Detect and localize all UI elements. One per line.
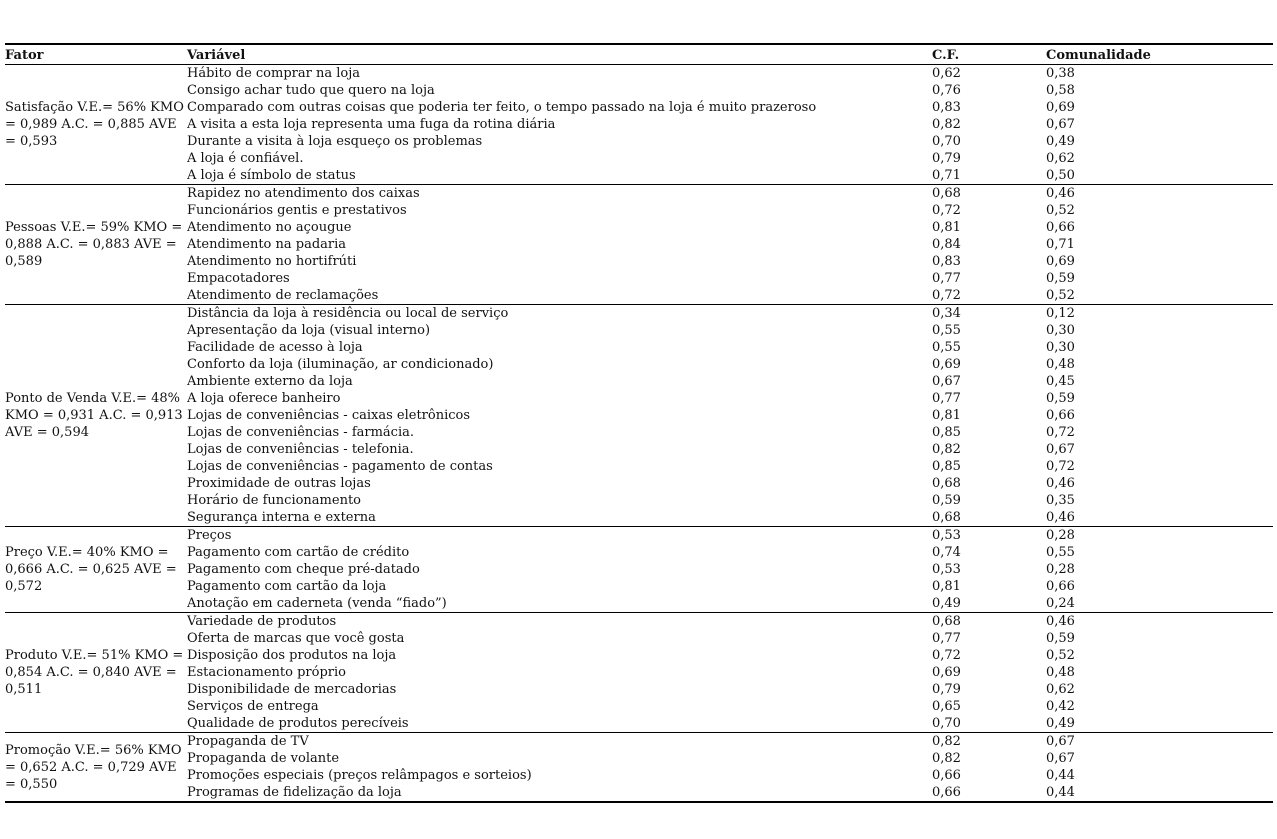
- cf-cell: 0,69: [932, 357, 961, 372]
- variable-cell: Rapidez no atendimento dos caixas: [187, 186, 420, 201]
- communality-cell: 0,49: [1046, 134, 1075, 149]
- variable-cell: Empacotadores: [187, 271, 290, 286]
- header-row: [5, 44, 1273, 65]
- cf-cell: 0,82: [932, 442, 961, 457]
- communality-cell: 0,30: [1046, 323, 1075, 338]
- table-row: [5, 322, 1273, 339]
- cf-cell: 0,68: [932, 510, 961, 525]
- communality-cell: 0,44: [1046, 785, 1075, 800]
- communality-cell: 0,46: [1046, 186, 1075, 201]
- communality-cell: 0,72: [1046, 425, 1075, 440]
- table-row: [5, 767, 1273, 784]
- cf-cell: 0,82: [932, 734, 961, 749]
- variable-cell: Oferta de marcas que você gosta: [187, 631, 405, 646]
- table-row: [5, 492, 1273, 509]
- cf-cell: 0,72: [932, 288, 961, 303]
- cf-cell: 0,82: [932, 117, 961, 132]
- communality-cell: 0,58: [1046, 83, 1075, 98]
- table-row: [5, 733, 1273, 751]
- communality-cell: 0,66: [1046, 579, 1075, 594]
- communality-cell: 0,67: [1046, 734, 1075, 749]
- cf-cell: 0,68: [932, 476, 961, 491]
- table-row: [5, 185, 1273, 203]
- communality-cell: 0,45: [1046, 374, 1075, 389]
- table-row: [5, 356, 1273, 373]
- cf-cell: 0,69: [932, 665, 961, 680]
- factor-group: [5, 65, 1273, 185]
- table-row: [5, 82, 1273, 99]
- communality-cell: 0,44: [1046, 768, 1075, 783]
- variable-cell: Pagamento com cheque pré-datado: [187, 562, 420, 577]
- cf-cell: 0,76: [932, 83, 961, 98]
- table-row: [5, 253, 1273, 270]
- variable-cell: Atendimento na padaria: [187, 237, 347, 252]
- table-row: [5, 561, 1273, 578]
- variable-cell: Segurança interna e externa: [187, 510, 376, 525]
- variable-cell: Estacionamento próprio: [187, 665, 346, 680]
- table-row: [5, 270, 1273, 287]
- factor-cell: Promoção V.E.= 56% KMO = 0,652 A.C. = 0,729 AVE = 0,550: [5, 742, 182, 792]
- communality-cell: 0,59: [1046, 271, 1075, 286]
- cf-cell: 0,82: [932, 751, 961, 766]
- variable-cell: Funcionários gentis e prestativos: [187, 203, 407, 218]
- table-row: [5, 99, 1273, 116]
- variable-cell: Qualidade de produtos perecíveis: [187, 716, 409, 731]
- communality-cell: 0,46: [1046, 614, 1075, 629]
- cf-cell: 0,62: [932, 66, 961, 81]
- communality-cell: 0,38: [1046, 66, 1075, 81]
- communality-cell: 0,66: [1046, 220, 1075, 235]
- variable-cell: Facilidade de acesso à loja: [187, 340, 363, 355]
- variable-cell: Lojas de conveniências - caixas eletrônicos: [187, 408, 471, 423]
- factor-cell: Ponto de Venda V.E.= 48% KMO = 0,931 A.C. = 0,913 AVE = 0,594: [5, 391, 183, 440]
- variable-cell: Disponibilidade de mercadorias: [187, 682, 397, 697]
- factor-group: [5, 185, 1273, 305]
- factor-group: [5, 527, 1273, 613]
- table-row: [5, 544, 1273, 561]
- factor-analysis-table: [5, 43, 1273, 803]
- communality-cell: 0,35: [1046, 493, 1075, 508]
- communality-cell: 0,55: [1046, 545, 1075, 560]
- variable-cell: Lojas de conveniências - telefonia.: [187, 442, 414, 457]
- cf-cell: 0,77: [932, 631, 961, 646]
- communality-cell: 0,48: [1046, 665, 1075, 680]
- factor-cell: Produto V.E.= 51% KMO = 0,854 A.C. = 0,840 AVE = 0,511: [5, 648, 184, 697]
- table-row: [5, 133, 1273, 150]
- cf-cell: 0,85: [932, 425, 961, 440]
- cf-cell: 0,77: [932, 271, 961, 286]
- header-variable: Variável: [187, 48, 246, 63]
- cf-cell: 0,84: [932, 237, 961, 252]
- table-row: [5, 407, 1273, 424]
- table-header: [5, 44, 1273, 65]
- communality-cell: 0,46: [1046, 510, 1075, 525]
- factor-cell: Preço V.E.= 40% KMO = 0,666 A.C. = 0,625 AVE = 0,572: [5, 545, 177, 594]
- variable-cell: Ambiente externo da loja: [187, 374, 353, 389]
- variable-cell: Pagamento com cartão da loja: [187, 579, 387, 594]
- communality-cell: 0,30: [1046, 340, 1075, 355]
- table-row: [5, 150, 1273, 167]
- variable-cell: A visita a esta loja representa uma fuga da rotina diária: [187, 117, 556, 132]
- communality-cell: 0,62: [1046, 682, 1075, 697]
- table-row: [5, 202, 1273, 219]
- cf-cell: 0,67: [932, 374, 961, 389]
- header-factor: Fator: [5, 48, 44, 63]
- variable-cell: Propaganda de volante: [187, 751, 340, 766]
- communality-cell: 0,69: [1046, 254, 1075, 269]
- communality-cell: 0,50: [1046, 168, 1075, 183]
- variable-cell: Horário de funcionamento: [187, 493, 361, 508]
- cf-cell: 0,59: [932, 493, 961, 508]
- variable-cell: Apresentação da loja (visual interno): [187, 323, 431, 338]
- table-row: [5, 458, 1273, 475]
- cf-cell: 0,74: [932, 545, 961, 560]
- variable-cell: Serviços de entrega: [187, 699, 319, 714]
- cf-cell: 0,68: [932, 186, 961, 201]
- table-row: [5, 167, 1273, 185]
- communality-cell: 0,52: [1046, 288, 1075, 303]
- factor-group: [5, 305, 1273, 527]
- cf-cell: 0,68: [932, 614, 961, 629]
- communality-cell: 0,42: [1046, 699, 1075, 714]
- communality-cell: 0,52: [1046, 203, 1075, 218]
- cf-cell: 0,66: [932, 785, 961, 800]
- table-row: [5, 65, 1273, 83]
- communality-cell: 0,67: [1046, 442, 1075, 457]
- variable-cell: Variedade de produtos: [187, 614, 337, 629]
- cf-cell: 0,71: [932, 168, 961, 183]
- variable-cell: Proximidade de outras lojas: [187, 476, 371, 491]
- table-row: [5, 390, 1273, 407]
- factor-cell: Satisfação V.E.= 56% KMO = 0,989 A.C. = 0,885 AVE = 0,593: [5, 100, 184, 149]
- variable-cell: Lojas de conveniências - pagamento de contas: [187, 459, 493, 474]
- variable-cell: Lojas de conveniências - farmácia.: [187, 425, 414, 440]
- table-row: [5, 527, 1273, 545]
- communality-cell: 0,62: [1046, 151, 1075, 166]
- table-row: [5, 509, 1273, 527]
- table-row: [5, 715, 1273, 733]
- communality-cell: 0,46: [1046, 476, 1075, 491]
- cf-cell: 0,55: [932, 340, 961, 355]
- communality-cell: 0,72: [1046, 459, 1075, 474]
- variable-cell: Durante a visita à loja esqueço os problemas: [187, 134, 483, 149]
- cf-cell: 0,77: [932, 391, 961, 406]
- cf-cell: 0,85: [932, 459, 961, 474]
- table-row: [5, 595, 1273, 613]
- table-row: [5, 698, 1273, 715]
- communality-cell: 0,59: [1046, 391, 1075, 406]
- table-row: [5, 305, 1273, 323]
- cf-cell: 0,66: [932, 768, 961, 783]
- variable-cell: Promoções especiais (preços relâmpagos e sorteios): [187, 768, 532, 783]
- table-row: [5, 475, 1273, 492]
- communality-cell: 0,69: [1046, 100, 1075, 115]
- variable-cell: Atendimento no hortifrúti: [187, 254, 357, 269]
- table-row: [5, 339, 1273, 356]
- table-row: [5, 647, 1273, 664]
- communality-cell: 0,28: [1046, 528, 1075, 543]
- header-communality: Comunalidade: [1046, 48, 1151, 63]
- communality-cell: 0,28: [1046, 562, 1075, 577]
- variable-cell: Propaganda de TV: [187, 734, 309, 749]
- variable-cell: Pagamento com cartão de crédito: [187, 545, 410, 560]
- communality-cell: 0,12: [1046, 306, 1075, 321]
- communality-cell: 0,24: [1046, 596, 1075, 611]
- cf-cell: 0,72: [932, 203, 961, 218]
- variable-cell: Disposição dos produtos na loja: [187, 648, 397, 663]
- table-row: [5, 373, 1273, 390]
- header-cf: C.F.: [932, 48, 960, 63]
- cf-cell: 0,53: [932, 528, 961, 543]
- table-row: [5, 630, 1273, 647]
- cf-cell: 0,81: [932, 579, 961, 594]
- variable-cell: A loja oferece banheiro: [187, 391, 341, 406]
- variable-cell: Distância da loja à residência ou local de serviço: [187, 306, 509, 321]
- cf-cell: 0,81: [932, 220, 961, 235]
- table-row: [5, 578, 1273, 595]
- table-row: [5, 613, 1273, 631]
- variable-cell: Atendimento de reclamações: [187, 288, 379, 303]
- table-row: [5, 681, 1273, 698]
- cf-cell: 0,34: [932, 306, 961, 321]
- cf-cell: 0,83: [932, 254, 961, 269]
- cf-cell: 0,70: [932, 134, 961, 149]
- cf-cell: 0,53: [932, 562, 961, 577]
- table-row: [5, 784, 1273, 802]
- cf-cell: 0,72: [932, 648, 961, 663]
- table-row: [5, 441, 1273, 458]
- table-row: [5, 116, 1273, 133]
- variable-cell: Preços: [187, 528, 232, 543]
- communality-cell: 0,67: [1046, 117, 1075, 132]
- cf-cell: 0,55: [932, 323, 961, 338]
- cf-cell: 0,79: [932, 151, 961, 166]
- cf-cell: 0,81: [932, 408, 961, 423]
- variable-cell: Conforto da loja (iluminação, ar condicionado): [187, 357, 494, 372]
- factor-group: [5, 733, 1273, 803]
- communality-cell: 0,66: [1046, 408, 1075, 423]
- communality-cell: 0,48: [1046, 357, 1075, 372]
- cf-cell: 0,79: [932, 682, 961, 697]
- communality-cell: 0,49: [1046, 716, 1075, 731]
- cf-cell: 0,65: [932, 699, 961, 714]
- communality-cell: 0,71: [1046, 237, 1075, 252]
- table-row: [5, 236, 1273, 253]
- variable-cell: Anotação em caderneta (venda “fiado”): [187, 596, 447, 611]
- table-row: [5, 750, 1273, 767]
- variable-cell: Consigo achar tudo que quero na loja: [187, 83, 435, 98]
- variable-cell: A loja é confiável.: [187, 151, 304, 166]
- variable-cell: Hábito de comprar na loja: [187, 66, 360, 81]
- variable-cell: A loja é símbolo de status: [187, 168, 356, 183]
- table-row: [5, 287, 1273, 305]
- variable-cell: Comparado com outras coisas que poderia ter feito, o tempo passado na loja é muito prazeroso: [187, 100, 817, 115]
- table-row: [5, 219, 1273, 236]
- factor-group: [5, 613, 1273, 733]
- variable-cell: Programas de fidelização da loja: [187, 785, 402, 800]
- table-row: [5, 424, 1273, 441]
- communality-cell: 0,52: [1046, 648, 1075, 663]
- communality-cell: 0,59: [1046, 631, 1075, 646]
- variable-cell: Atendimento no açougue: [187, 220, 352, 235]
- cf-cell: 0,49: [932, 596, 961, 611]
- factor-cell: Pessoas V.E.= 59% KMO = 0,888 A.C. = 0,883 AVE = 0,589: [5, 220, 183, 269]
- cf-cell: 0,83: [932, 100, 961, 115]
- communality-cell: 0,67: [1046, 751, 1075, 766]
- table-row: [5, 664, 1273, 681]
- cf-cell: 0,70: [932, 716, 961, 731]
